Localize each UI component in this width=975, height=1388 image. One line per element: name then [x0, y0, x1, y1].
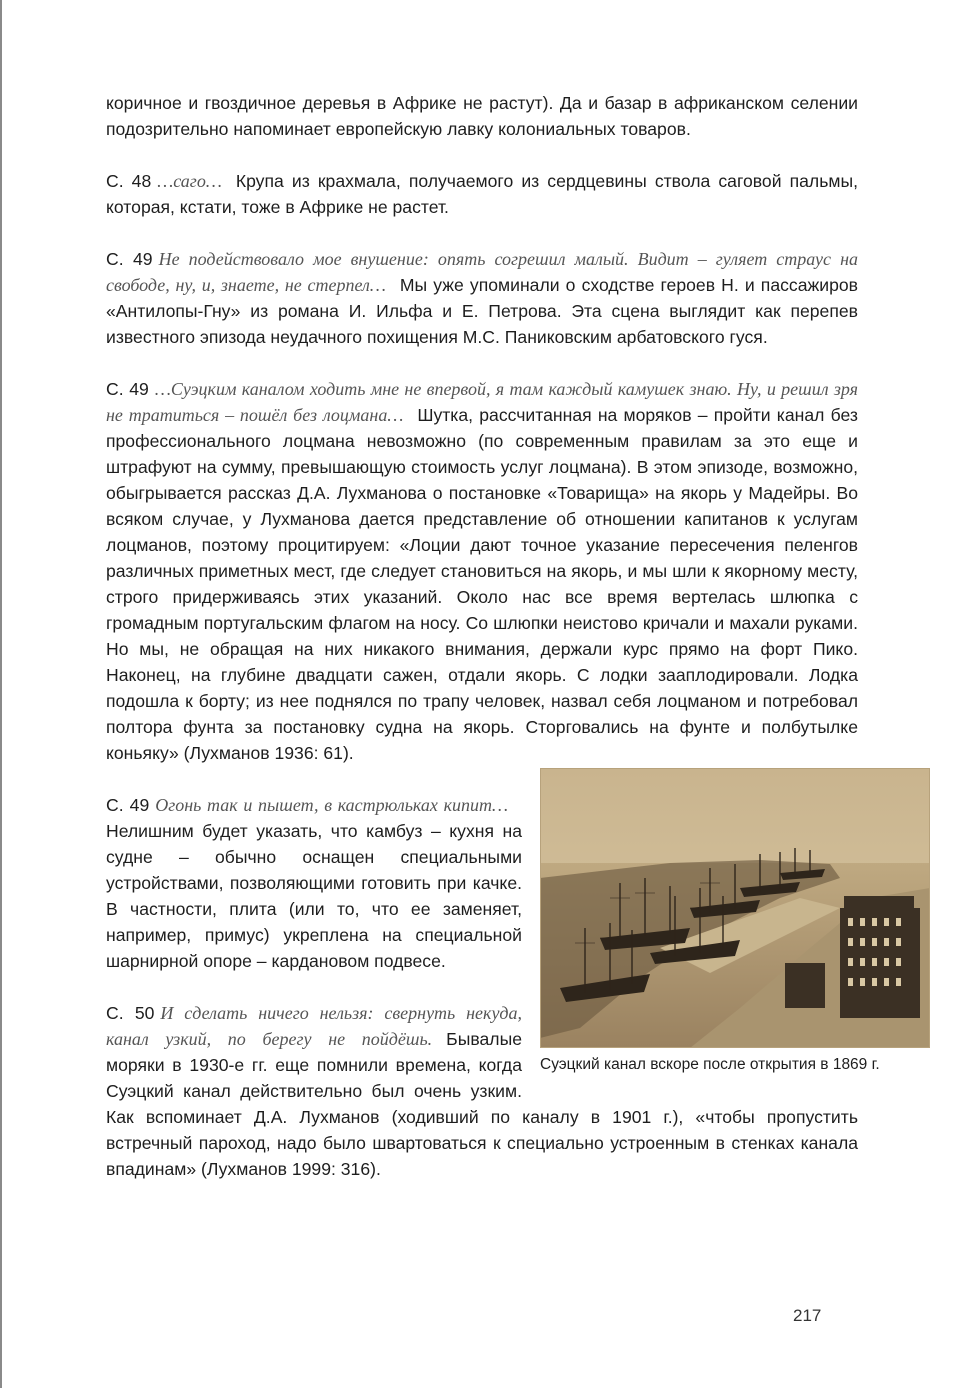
- quotation: И сделать ничего нельзя: свернуть некуда, канал узкий, по берегу не пойдёшь.: [106, 1003, 522, 1049]
- quotation: …Суэцким каналом ходить мне не впервой, я там каждый камушек знаю. Ну, и решил зря не тратиться – пошёл без лоцмана…: [106, 379, 858, 425]
- quotation: Огонь так и пышет, в кастрюльках кипит…: [155, 795, 508, 815]
- page-reference: С. 49: [106, 795, 150, 815]
- commentary: Крупа из крахмала, получаемого из сердцевины ствола саговой пальмы, которая, кстати, тоже в Африке не растет.: [106, 171, 858, 217]
- suez-canal-photo: [540, 768, 930, 1048]
- commentary: Бывалые моряки в 1930-е гг. еще помнили времена, когда Суэцкий канал действительно был очень узким. Как вспоминает Д.А. Лухманов (ходивший по каналу в 1901 г.), «чтобы пропустить встречный пароход, надо было швартоваться к специально устроенным в стенках канала впадинам» (Лухманов 1999: 316).: [106, 1029, 858, 1179]
- commentary: Шутка, рассчитанная на моряков – пройти канал без профессионального лоцмана невозможно (по современным правилам за это еще и штрафуют на сумму, превышающую стоимость услуг лоцмана). В этом эпизоде, возможно, обыгрывается рассказ Д.А. Лухманова о постановке «Товарища» на якорь у Мадейры. Во всяком случае, у Лухманова дается представление об отношении капитанов к услугам лоцманов, поэтому процитируем: «Лоции дают точное указание пересечения пеленгов различных приметных мест, где следует становиться на якорь, и мы шли к якорному месту, строго придерживаясь этих указаний. Около нас все время вертелась шлюпка с громадным португальским флагом на носу. Со шлюпки неистово кричали и махали руками. Но мы, не обращая на них никакого внимания, держали курс прямо на форт Пико. Наконец, на глубине двадцати сажен, отдали якорь. С лодки зааплодировали. Лодка подошла к борту; из нее поднялся по трапу человек, назвал себя лоцманом и потребовал полтора фунта за постановку судна на якорь. Сторговались на фунте и полбутылке коньяку» (Лухманов 1936: 61).: [106, 405, 858, 763]
- page-reference: С. 48: [106, 171, 152, 191]
- commentary: Мы уже упоминали о сходстве героев Н. и пассажиров «Антилопы-Гну» из романа И. Ильфа и Е. Петрова. Эта сцена выглядит как перепев известного эпизода неудачного похищения М.С. Паниковским арбатовского гуся.: [106, 275, 859, 347]
- figure-caption: Суэцкий канал вскоре после открытия в 1869 г.: [540, 1056, 880, 1073]
- page-body: [106, 90, 880, 1182]
- page-reference: С. 49: [106, 379, 149, 399]
- quotation: Не подействовало мое внушение: опять согрешил малый. Видит – гуляет страус на свободе, ну, и, знаете, не стерпел…: [106, 249, 858, 295]
- page-reference: С. 50: [106, 1003, 155, 1023]
- commentary: Нелишним будет указать, что камбуз – кухня на судне – обычно оснащен специальными устройствами, позволяющими готовить при качке. В частности, плита (или то, что ее заменяет, например, примус) укреплена на специальной шарнирной опоре – кардановом подвесе.: [106, 821, 522, 971]
- figure-suez-canal: [540, 768, 932, 1076]
- paragraph-p49a: [106, 246, 858, 350]
- paragraph-p49b: [106, 376, 858, 766]
- paragraph-p48: [106, 168, 858, 220]
- page-edge: [0, 0, 2, 1388]
- page-reference: С. 49: [106, 249, 153, 269]
- paragraph-intro: коричное и гвоздичное деревья в Африке не растут). Да и базар в африканском селении подозрительно напоминает европейскую лавку колониальных товаров.: [106, 93, 858, 139]
- quotation: …саго…: [157, 171, 222, 191]
- page-number: 217: [793, 1306, 822, 1325]
